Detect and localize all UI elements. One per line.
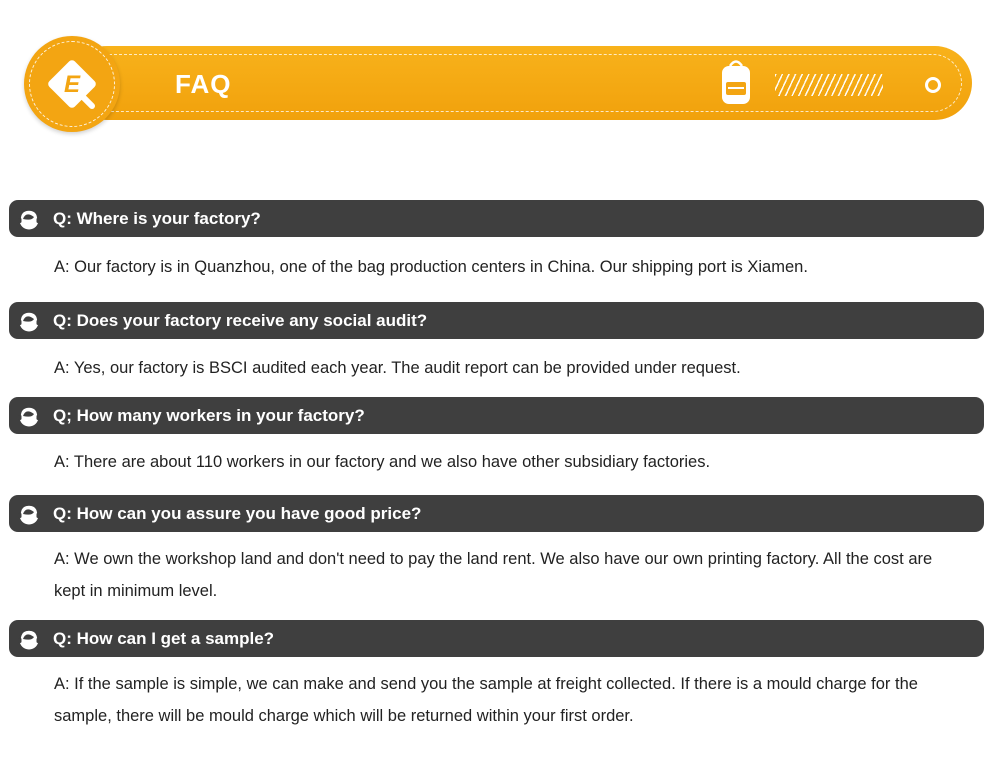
support-agent-icon (17, 502, 41, 526)
decorative-stripes (775, 74, 883, 96)
faq-answer: A: If the sample is simple, we can make and send you the sample at freight collected. If there is a mould charge for the sample, there will be mould charge which will be returned within your first order. (54, 675, 918, 725)
page-title: FAQ (175, 69, 232, 99)
faq-question: Q; How many workers in your factory? (53, 406, 365, 425)
faq-answer: A: Our factory is in Quanzhou, one of the bag production centers in China. Our shipping port is Xiamen. (54, 258, 808, 276)
support-agent-icon (17, 627, 41, 651)
faq-question: Q: How can I get a sample? (53, 629, 275, 648)
faq-answer: A: We own the workshop land and don't need to pay the land rent. We also have our own printing factory. All the cost are kept in minimum level. (54, 550, 933, 600)
logo-badge-icon (44, 56, 100, 112)
faq-question: Q: How can you assure you have good price? (53, 504, 422, 523)
faq-question: Q: Where is your factory? (53, 209, 261, 228)
ring-icon (925, 77, 941, 93)
faq-answer: A: There are about 110 workers in our factory and we also have other subsidiary factories. (54, 453, 711, 471)
faq-question: Q: Does your factory receive any social audit? (53, 311, 428, 330)
faq-question-bar (9, 397, 984, 434)
faq-answer: A: Yes, our factory is BSCI audited each year. The audit report can be provided under request. (54, 359, 741, 377)
support-agent-icon (17, 309, 41, 333)
faq-question-bar (9, 200, 984, 237)
support-agent-icon (17, 207, 41, 231)
logo-letter: E (63, 71, 81, 98)
faq-question-bar (9, 620, 984, 657)
support-agent-icon (17, 404, 41, 428)
logo-badge (24, 36, 120, 132)
faq-question-bar (9, 495, 984, 532)
backpack-icon (720, 58, 752, 106)
faq-question-bar (9, 302, 984, 339)
